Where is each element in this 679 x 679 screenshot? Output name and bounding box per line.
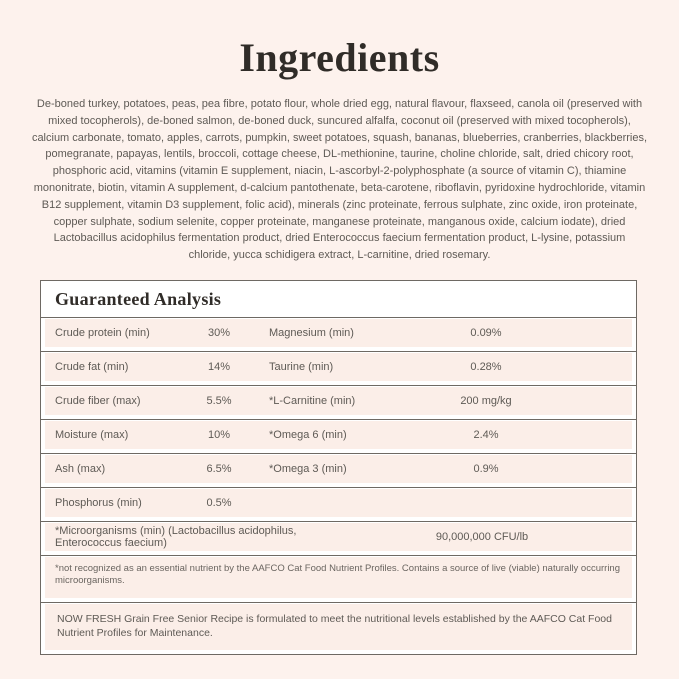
table-row [41, 351, 636, 385]
analysis-label: Ash (max) [55, 462, 106, 475]
analysis-label: Crude fat (min) [55, 360, 129, 373]
footnote-content [45, 604, 632, 650]
analysis-label: *L-Carnitine (min) [269, 394, 356, 407]
table-row-content [45, 421, 632, 449]
ingredients-paragraph: De-boned turkey, potatoes, peas, pea fibre, potato flour, whole dried egg, natural flavour, flaxseed, canola oil (preserved with mixed tocopherols), de-boned salmon, de-boned duck, suncured alfalfa, coconut oil (preserved with mixed tocopherols), calcium carbonate, tomato, apples, carrots, pumpkin, sweet potatoes, squash, bananas, blueberries, cranberries, blackberries, pomegranate, papayas, lentils, broccoli, cottage cheese, DL-methionine, taurine, choline chloride, salt, dried chicory root, phosphoric acid, vitamins (vitamin E supplement, niacin, L-ascorbyl-2-polyphosphate (a source of vitamin C), thiamine mononitrate, biotin, vitamin A supplement, d-calcium pantothenate, beta-carotene, riboflavin, pyridoxine hydrochloride, vitamin B12 supplement, vitamin D3 supplement, folic acid), minerals (zinc proteinate, ferrous sulphate, zinc oxide, iron proteinate, copper sulphate, sodium selenite, copper proteinate, manganese proteinate, manganous oxide, calcium iodate), dried Lactobacillus acidophilus fermentation product, dried Enterococcus faecium fermentation product, L-lysine, potassium chloride, yucca schidigera extract, L-carnitine, dried rosemary. [31, 98, 648, 262]
analysis-label: *Microorganisms (min) (Lactobacillus acidophilus, Enterococcus faecium) [55, 524, 297, 549]
guaranteed-analysis-title: Guaranteed Analysis [41, 281, 636, 317]
table-row [41, 453, 636, 487]
analysis-value: 10% [207, 428, 231, 441]
table-row-content [45, 523, 632, 551]
guaranteed-analysis-table [40, 280, 637, 655]
analysis-value: 90,000,000 CFU/lb [435, 530, 529, 543]
footnote-asterisk-text: *not recognized as an essential nutrient by the AAFCO Cat Food Nutrient Profiles. Contains a source of live (viable) naturally occurring microorganisms. [55, 562, 621, 587]
analysis-value: 200 mg/kg [460, 394, 512, 407]
analysis-value: 2.4% [473, 428, 499, 441]
table-row [41, 385, 636, 419]
analysis-value: 0.5% [206, 496, 232, 509]
table-row-content [45, 455, 632, 483]
table-row-content [45, 353, 632, 381]
analysis-value: 0.9% [473, 462, 499, 475]
analysis-label: Crude fiber (max) [55, 394, 141, 407]
table-row [41, 317, 636, 351]
analysis-value: 0.28% [470, 360, 502, 373]
table-row-content [45, 387, 632, 415]
analysis-value: 5.5% [206, 394, 232, 407]
analysis-value: 6.5% [206, 462, 232, 475]
table-row-content [45, 489, 632, 517]
analysis-label: Crude protein (min) [55, 326, 150, 339]
footnote-aafco-text: NOW FRESH Grain Free Senior Recipe is formulated to meet the nutritional levels established by the AAFCO Cat Food Nutrient Profiles for Maintenance. [57, 612, 612, 640]
footnote-content [45, 557, 632, 598]
footnote-aafco-section [41, 602, 636, 654]
analysis-label: *Omega 3 (min) [269, 462, 347, 475]
analysis-value: 0.09% [470, 326, 502, 339]
page-title: Ingredients [239, 35, 440, 80]
table-row-content [45, 319, 632, 347]
analysis-label: Moisture (max) [55, 428, 129, 441]
analysis-label: Phosphorus (min) [55, 496, 142, 509]
footnote-asterisk-section [41, 555, 636, 602]
analysis-value: 30% [207, 326, 231, 339]
analysis-label: *Omega 6 (min) [269, 428, 347, 441]
table-row [41, 487, 636, 521]
table-row [41, 419, 636, 453]
table-row-microorganisms [41, 521, 636, 555]
analysis-value: 14% [207, 360, 231, 373]
analysis-label: Taurine (min) [269, 360, 334, 373]
analysis-label: Magnesium (min) [269, 326, 354, 339]
